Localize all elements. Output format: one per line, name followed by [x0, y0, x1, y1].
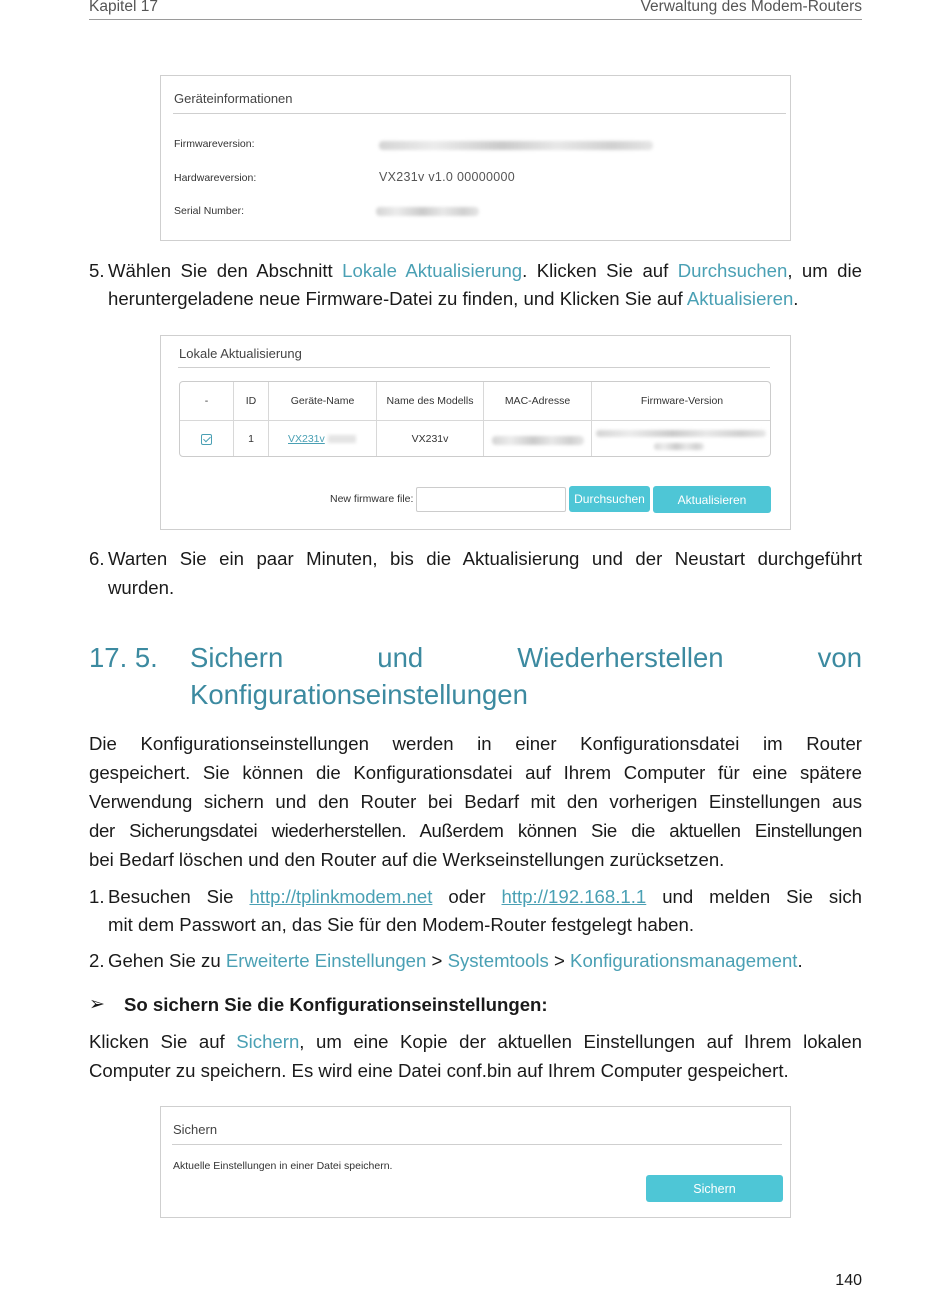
step-5-number: 5. [89, 260, 105, 281]
row-mac-cell [484, 420, 592, 457]
aktualisieren-button[interactable]: Aktualisieren [653, 486, 771, 513]
text: , um eine Kopie der aktuellen Einstellungen auf Ihrem lokalen [299, 1031, 862, 1052]
divider [178, 367, 770, 368]
step-2-line [108, 946, 862, 975]
text: oder [432, 886, 502, 907]
durchsuchen-ref: Durchsuchen [677, 260, 788, 281]
checkbox-checked-icon[interactable] [201, 434, 212, 445]
device-info-panel [160, 75, 791, 241]
backup-panel-title: Sichern [173, 1122, 218, 1137]
col-model: Name des Modells [377, 382, 484, 421]
text: Wählen Sie den Abschnitt [108, 260, 343, 281]
local-update-panel [160, 335, 791, 530]
mac-blurred [492, 436, 584, 445]
step-6-line-2: wurden. [108, 577, 175, 598]
sichern-button[interactable]: Sichern [646, 1175, 783, 1202]
hardware-value: VX231v v1.0 00000000 [379, 170, 515, 184]
firmware-value-blurred [379, 141, 653, 150]
text: , um die [787, 260, 862, 281]
intro-line-3: Verwendung sichern und den Router bei Bedarf mit den vorherigen Einstellungen aus [89, 791, 862, 812]
text: Gehen Sie zu [108, 950, 226, 971]
arrow-bullet-icon: ➢ [89, 994, 105, 1015]
intro-line-1: Die Konfigurationseinstellungen werden in einer Konfigurationsdatei im Router [89, 733, 862, 754]
backup-panel [160, 1106, 791, 1218]
row-firmware-cell [592, 420, 772, 457]
chapter-title: Verwaltung des Modem-Routers [640, 0, 862, 15]
text: und melden Sie sich [646, 886, 862, 907]
intro-line-2: gespeichert. Sie können die Konfigurationsdatei auf Ihrem Computer für eine spätere [89, 762, 862, 783]
sichern-ref: Sichern [236, 1031, 300, 1052]
col-firmware-version: Firmware-Version [592, 382, 772, 421]
text: . [797, 950, 803, 971]
backup-description: Aktuelle Einstellungen in einer Datei speichern. [173, 1160, 393, 1172]
erweiterte-einstellungen-ref: Erweiterte Einstellungen [225, 950, 427, 971]
row-device-name-link[interactable]: VX231v [288, 433, 325, 446]
systemtools-ref: Systemtools [447, 950, 549, 971]
text: . Klicken Sie auf [522, 260, 678, 281]
step-6-line-1: Warten Sie ein paar Minuten, bis die Aktualisierung und der Neustart durchgeführt [108, 548, 862, 569]
intro-line-4: der Sicherungsdatei wiederherstellen. Außerdem können Sie die aktuellen Einstellungen [89, 820, 862, 841]
firmware-table [179, 381, 771, 457]
step-1-line-2: mit dem Passwort an, das Sie für den Modem-Router festgelegt haben. [108, 914, 695, 935]
backup-text-line-2: Computer zu speichern. Es wird eine Datei conf.bin auf Ihrem Computer gespeichert. [89, 1060, 789, 1081]
firmware-blurred-1 [596, 430, 766, 437]
serial-value-blurred [376, 207, 479, 216]
new-firmware-label: New firmware file: [330, 493, 414, 505]
backup-heading: So sichern Sie die Konfigurationseinstellungen: [124, 994, 548, 1015]
firmware-file-input[interactable] [416, 487, 566, 512]
col-select: - [180, 382, 234, 421]
separator: > [548, 950, 571, 971]
durchsuchen-button[interactable]: Durchsuchen [569, 486, 650, 512]
serial-label: Serial Number: [174, 205, 245, 217]
text: Klicken Sie auf [89, 1031, 237, 1052]
device-name-blur [328, 435, 356, 443]
row-model: VX231v [377, 420, 484, 457]
col-mac: MAC-Adresse [484, 382, 592, 421]
lokale-aktualisierung-ref: Lokale Aktualisierung [342, 260, 523, 281]
section-number: 17. 5. [89, 642, 158, 673]
row-id: 1 [234, 420, 269, 457]
step-6-number: 6. [89, 548, 105, 569]
col-id: ID [234, 382, 269, 421]
section-title-line-1: Sichern und Wiederherstellen von [190, 642, 862, 673]
local-update-title: Lokale Aktualisierung [179, 346, 302, 361]
page-header [89, 0, 862, 20]
section-title-line-2: Konfigurationseinstellungen [190, 679, 528, 710]
row-checkbox-cell[interactable] [180, 420, 234, 457]
divider [172, 1144, 782, 1145]
chapter-label: Kapitel 17 [89, 0, 158, 15]
ip-address-link[interactable]: http://192.168.1.1 [501, 886, 647, 907]
firmware-blurred-2 [654, 443, 704, 450]
konfigurationsmanagement-ref: Konfigurationsmanagement [570, 950, 798, 971]
firmware-label: Firmwareversion: [174, 138, 255, 150]
step-5-line-1 [108, 256, 862, 285]
intro-line-5: bei Bedarf löschen und den Router auf die Werkseinstellungen zurücksetzen. [89, 849, 725, 870]
col-device-name: Geräte-Name [269, 382, 377, 421]
step-1-number: 1. [89, 886, 105, 907]
row-device-name-cell [269, 420, 377, 457]
backup-text-line-1 [89, 1027, 862, 1056]
text: heruntergeladene neue Firmware-Datei zu finden, und Klicken Sie auf [108, 288, 687, 309]
step-5-line-2 [108, 284, 862, 313]
text: . [793, 288, 799, 309]
aktualisieren-ref: Aktualisieren [686, 288, 794, 309]
separator: > [426, 950, 448, 971]
step-1-line-1 [108, 882, 862, 911]
page-number: 140 [835, 1272, 862, 1289]
step-2-number: 2. [89, 950, 105, 971]
table-row [180, 420, 772, 457]
device-info-title: Geräteinformationen [174, 91, 293, 106]
hardware-label: Hardwareversion: [174, 172, 257, 184]
tplinkmodem-link[interactable]: http://tplinkmodem.net [249, 886, 433, 907]
text: Besuchen Sie [108, 886, 250, 907]
divider [173, 113, 786, 114]
